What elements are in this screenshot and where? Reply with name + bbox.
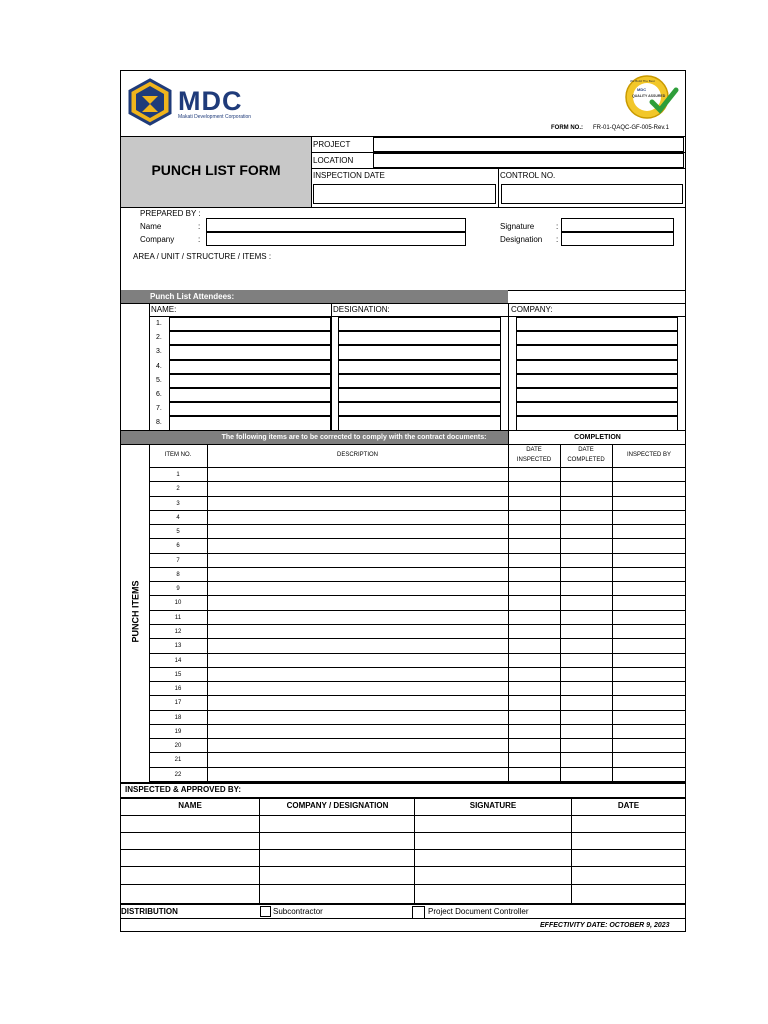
item-number: 16 — [174, 686, 182, 693]
item-date-completed-field[interactable] — [561, 626, 611, 637]
punch-item-row — [149, 468, 686, 482]
attendee-name-field[interactable] — [169, 388, 331, 402]
item-inspected-by-field[interactable] — [613, 540, 685, 551]
mdc-logo-icon — [126, 78, 174, 126]
item-description-field[interactable] — [208, 540, 507, 551]
item-number: 8 — [176, 571, 180, 578]
item-date-completed-field[interactable] — [561, 597, 611, 608]
attendee-company-field[interactable] — [516, 416, 678, 430]
item-inspected-by-field[interactable] — [613, 526, 685, 537]
item-number: 1 — [176, 472, 180, 478]
prepared-name-field[interactable] — [206, 218, 466, 232]
item-date-inspected-field[interactable] — [509, 754, 559, 765]
attendee-name-field[interactable] — [169, 374, 331, 388]
attendee-name-field[interactable] — [169, 416, 331, 430]
attendee-row-number: 2. — [156, 334, 162, 342]
form-no-value: FR-01-QAQC-GF-005-Rev.1 — [593, 125, 669, 131]
attendee-name-field[interactable] — [169, 345, 331, 359]
item-date-inspected-field[interactable] — [509, 740, 559, 751]
item-description-field[interactable] — [208, 712, 507, 723]
attendee-designation-field[interactable] — [338, 345, 501, 359]
item-description-field[interactable] — [208, 612, 507, 623]
attendee-row-number: 5. — [156, 376, 162, 384]
punch-item-row — [149, 625, 686, 639]
item-inspected-by-field[interactable] — [613, 612, 685, 623]
attendee-row — [149, 416, 686, 430]
item-inspected-by-field[interactable] — [613, 697, 685, 708]
attendee-designation-field[interactable] — [338, 331, 501, 345]
company-name: Makati Development Corporation — [178, 114, 252, 120]
approval-company-field[interactable] — [261, 867, 414, 883]
attendee-designation-field[interactable] — [338, 402, 501, 416]
area-field[interactable] — [121, 263, 685, 289]
attendee-row — [149, 388, 686, 402]
signature-label: Signature — [500, 222, 535, 231]
inspection-date-label: INSPECTION DATE — [313, 171, 385, 180]
item-inspected-by-field[interactable] — [613, 483, 685, 494]
attendee-row-number: 1. — [156, 320, 162, 327]
item-number: 6 — [176, 543, 180, 550]
item-inspected-by-field[interactable] — [613, 583, 685, 594]
prepared-company-label: Company — [140, 235, 175, 244]
approval-company-field[interactable] — [261, 850, 414, 865]
item-description-field[interactable] — [208, 683, 507, 694]
attendee-designation-col: DESIGNATION: — [333, 305, 390, 314]
location-label: LOCATION — [313, 156, 354, 165]
distribution-label: DISTRIBUTION — [121, 907, 178, 916]
item-number: 17 — [174, 700, 182, 707]
approval-company-field[interactable] — [261, 816, 414, 831]
item-number: 15 — [174, 671, 182, 678]
approval-row — [120, 866, 686, 884]
item-date-completed-field[interactable] — [561, 498, 611, 509]
item-description-field[interactable] — [208, 754, 507, 765]
approval-date-field[interactable] — [572, 850, 685, 865]
item-date-completed-field[interactable] — [561, 512, 611, 523]
item-date-inspected-field[interactable] — [509, 769, 559, 780]
attendee-designation-field[interactable] — [338, 388, 501, 402]
item-description-field[interactable] — [208, 498, 507, 509]
seal-brand: MDC — [637, 87, 647, 92]
item-date-inspected-field[interactable] — [509, 697, 559, 708]
attendee-name-field[interactable] — [169, 331, 331, 345]
punch-item-row — [149, 568, 686, 582]
item-date-completed-field[interactable] — [561, 697, 611, 708]
control-no-field[interactable] — [501, 184, 683, 204]
item-description-field[interactable] — [208, 483, 507, 494]
punch-item-row — [149, 525, 686, 539]
attendee-name-field[interactable] — [169, 360, 331, 374]
item-inspected-by-field[interactable] — [613, 626, 685, 637]
attendee-designation-field[interactable] — [338, 360, 501, 374]
date-completed-col-2: COMPLETED — [567, 457, 605, 463]
approval-name-field[interactable] — [121, 867, 259, 883]
item-date-inspected-field[interactable] — [509, 712, 559, 723]
item-date-inspected-field[interactable] — [509, 640, 559, 651]
item-date-inspected-field[interactable] — [509, 555, 559, 566]
control-no-label: CONTROL NO. — [500, 171, 556, 180]
project-label: PROJECT — [313, 140, 351, 149]
seal-caption: QUALITY ASSURED — [632, 94, 666, 98]
item-date-inspected-field[interactable] — [509, 569, 559, 580]
punch-item-row — [149, 753, 686, 767]
item-inspected-by-field[interactable] — [613, 640, 685, 651]
completion-header: COMPLETION — [574, 434, 621, 441]
item-date-inspected-field[interactable] — [509, 512, 559, 523]
item-date-completed-field[interactable] — [561, 569, 611, 580]
item-inspected-by-field[interactable] — [613, 597, 685, 608]
item-date-inspected-field[interactable] — [509, 540, 559, 551]
item-description-field[interactable] — [208, 697, 507, 708]
approval-row — [120, 884, 686, 903]
attendee-row — [149, 317, 686, 331]
approval-row — [120, 832, 686, 849]
item-date-completed-field[interactable] — [561, 540, 611, 551]
prepared-company-field[interactable] — [206, 232, 466, 246]
punch-item-row — [149, 768, 686, 782]
attendee-company-field[interactable] — [516, 388, 678, 402]
attendee-row-number: 3. — [156, 348, 162, 356]
item-number: 2 — [176, 486, 180, 493]
item-inspected-by-field[interactable] — [613, 769, 685, 780]
attendee-company-field[interactable] — [516, 317, 678, 331]
item-number: 4 — [176, 514, 180, 521]
item-description-field[interactable] — [208, 583, 507, 594]
item-number: 5 — [176, 529, 180, 536]
approval-name-field[interactable] — [121, 816, 259, 831]
attendee-row — [149, 360, 686, 374]
item-number: 22 — [174, 771, 182, 778]
item-inspected-by-field[interactable] — [613, 683, 685, 694]
item-date-completed-field[interactable] — [561, 469, 611, 480]
item-description-field[interactable] — [208, 740, 507, 751]
item-date-inspected-field[interactable] — [509, 683, 559, 694]
attendees-header: Punch List Attendees: — [150, 292, 235, 301]
item-date-inspected-field[interactable] — [509, 655, 559, 666]
attendee-company-field[interactable] — [516, 402, 678, 416]
item-number: 21 — [174, 757, 182, 764]
punch-item-row — [149, 554, 686, 568]
approval-row — [120, 815, 686, 832]
designation-label: Designation — [500, 235, 543, 244]
approval-date-field[interactable] — [572, 885, 685, 902]
effectivity-date: EFFECTIVITY DATE: OCTOBER 9, 2023 — [540, 922, 670, 929]
attendee-company-field[interactable] — [516, 360, 678, 374]
attendee-row — [149, 374, 686, 388]
item-number: 13 — [174, 643, 182, 650]
item-date-completed-field[interactable] — [561, 769, 611, 780]
item-description-field[interactable] — [208, 597, 507, 608]
attendee-designation-field[interactable] — [338, 374, 501, 388]
approval-company-col: COMPANY / DESIGNATION — [286, 801, 389, 810]
punch-item-row — [149, 725, 686, 739]
punch-item-row — [149, 654, 686, 668]
signature-field[interactable] — [561, 218, 674, 232]
approval-signature-col: SIGNATURE — [469, 801, 517, 810]
item-description-field[interactable] — [208, 512, 507, 523]
approval-signature-field[interactable] — [416, 833, 570, 848]
attendee-row-number: 8. — [156, 419, 162, 427]
attendee-row-number: 7. — [156, 405, 162, 413]
item-description-field[interactable] — [208, 669, 507, 680]
item-date-completed-field[interactable] — [561, 555, 611, 566]
attendee-name-field[interactable] — [169, 402, 331, 416]
approval-date-field[interactable] — [572, 833, 685, 848]
punch-item-row — [149, 482, 686, 496]
item-date-completed-field[interactable] — [561, 640, 611, 651]
punch-item-row — [149, 611, 686, 625]
item-inspected-by-field[interactable] — [613, 726, 685, 737]
item-date-inspected-field[interactable] — [509, 526, 559, 537]
item-number: 19 — [174, 728, 182, 735]
item-inspected-by-field[interactable] — [613, 754, 685, 765]
item-number: 18 — [174, 714, 182, 721]
approval-signature-field[interactable] — [416, 867, 570, 883]
item-date-completed-field[interactable] — [561, 754, 611, 765]
item-date-completed-field[interactable] — [561, 726, 611, 737]
date-inspected-col-2: INSPECTED — [516, 457, 552, 463]
item-date-completed-field[interactable] — [561, 669, 611, 680]
date-inspected-col-1: DATE — [526, 447, 542, 453]
page-title: PUNCH LIST FORM — [151, 162, 281, 178]
item-date-completed-field[interactable] — [561, 583, 611, 594]
prepared-name-label: Name — [140, 222, 162, 231]
location-field[interactable] — [373, 153, 684, 168]
item-inspected-by-field[interactable] — [613, 740, 685, 751]
punch-item-row — [149, 682, 686, 696]
punch-item-row — [149, 739, 686, 753]
item-description-field[interactable] — [208, 640, 507, 651]
item-date-completed-field[interactable] — [561, 655, 611, 666]
punch-items-side-label: PUNCH ITEMS — [130, 580, 141, 643]
item-inspected-by-field[interactable] — [613, 555, 685, 566]
punch-item-row — [149, 539, 686, 553]
punch-item-row — [149, 497, 686, 511]
approval-name-col: NAME — [178, 801, 202, 810]
approval-name-field[interactable] — [121, 850, 259, 865]
attendee-company-field[interactable] — [516, 374, 678, 388]
items-header: The following items are to be corrected to comply with the contract documents: — [221, 434, 487, 441]
attendee-row-number: 6. — [156, 391, 162, 398]
seal-slogan: We Build The Best — [630, 79, 655, 83]
approval-company-field[interactable] — [261, 833, 414, 848]
item-date-completed-field[interactable] — [561, 683, 611, 694]
inspection-date-field[interactable] — [313, 184, 496, 204]
item-inspected-by-field[interactable] — [613, 712, 685, 723]
punch-item-row — [149, 582, 686, 596]
logo-wordmark: MDC — [178, 86, 243, 116]
approval-signature-field[interactable] — [416, 885, 570, 902]
date-completed-col-1: DATE — [578, 447, 594, 453]
approval-signature-field[interactable] — [416, 850, 570, 865]
subcontractor-checkbox[interactable] — [260, 906, 271, 917]
item-inspected-by-field[interactable] — [613, 469, 685, 480]
pdc-label: Project Document Controller — [428, 907, 529, 916]
inspected-by-col: INSPECTED BY — [626, 452, 671, 458]
item-number: 11 — [174, 614, 182, 621]
item-date-inspected-field[interactable] — [509, 597, 559, 608]
punch-item-row — [149, 668, 686, 682]
punch-item-row — [149, 511, 686, 525]
approval-row — [120, 849, 686, 866]
approval-label: INSPECTED & APPROVED BY: — [125, 785, 242, 794]
item-number: 7 — [176, 557, 180, 564]
item-date-inspected-field[interactable] — [509, 498, 559, 509]
prepared-by-label: PREPARED BY : — [140, 209, 201, 218]
attendee-row-number: 4. — [156, 362, 162, 370]
form-no-label: FORM NO.: — [551, 125, 583, 131]
punch-item-row — [149, 711, 686, 725]
item-no-col: ITEM NO. — [164, 452, 192, 458]
item-number: 12 — [174, 628, 182, 635]
item-date-completed-field[interactable] — [561, 526, 611, 537]
item-date-inspected-field[interactable] — [509, 669, 559, 680]
item-description-field[interactable] — [208, 626, 507, 637]
item-number: 20 — [174, 743, 182, 750]
item-date-inspected-field[interactable] — [509, 483, 559, 494]
item-number: 9 — [176, 586, 180, 593]
item-date-inspected-field[interactable] — [509, 726, 559, 737]
item-description-field[interactable] — [208, 769, 507, 780]
attendee-row — [149, 402, 686, 416]
attendee-name-col: NAME: — [151, 305, 177, 314]
approval-date-col: DATE — [617, 801, 640, 810]
approval-signature-field[interactable] — [416, 816, 570, 831]
item-date-inspected-field[interactable] — [509, 583, 559, 594]
punch-item-row — [149, 596, 686, 610]
item-description-field[interactable] — [208, 726, 507, 737]
item-inspected-by-field[interactable] — [613, 498, 685, 509]
attendee-row — [149, 331, 686, 345]
approval-name-field[interactable] — [121, 833, 259, 848]
item-inspected-by-field[interactable] — [613, 669, 685, 680]
punch-item-row — [149, 639, 686, 653]
designation-field[interactable] — [561, 232, 674, 246]
item-date-inspected-field[interactable] — [509, 612, 559, 623]
attendee-designation-field[interactable] — [338, 416, 501, 430]
project-field[interactable] — [373, 137, 684, 152]
item-date-completed-field[interactable] — [561, 483, 611, 494]
item-description-field[interactable] — [208, 469, 507, 480]
description-col: DESCRIPTION — [336, 452, 378, 458]
item-description-field[interactable] — [208, 655, 507, 666]
attendee-company-field[interactable] — [516, 331, 678, 345]
area-label: AREA / UNIT / STRUCTURE / ITEMS : — [133, 252, 272, 261]
attendee-company-field[interactable] — [516, 345, 678, 359]
item-description-field[interactable] — [208, 555, 507, 566]
approval-company-field[interactable] — [261, 885, 414, 902]
item-date-completed-field[interactable] — [561, 712, 611, 723]
item-inspected-by-field[interactable] — [613, 569, 685, 580]
item-inspected-by-field[interactable] — [613, 655, 685, 666]
attendee-name-field[interactable] — [169, 317, 331, 331]
item-date-completed-field[interactable] — [561, 612, 611, 623]
punch-item-row — [149, 696, 686, 710]
attendee-designation-field[interactable] — [338, 317, 501, 331]
item-number: 10 — [174, 600, 182, 607]
approval-date-field[interactable] — [572, 867, 685, 883]
approval-name-field[interactable] — [121, 885, 259, 902]
item-description-field[interactable] — [208, 526, 507, 537]
attendee-company-col: COMPANY: — [511, 305, 553, 314]
subcontractor-label: Subcontractor — [273, 907, 323, 916]
item-number: 3 — [176, 500, 180, 507]
attendee-row — [149, 345, 686, 359]
item-date-inspected-field[interactable] — [509, 626, 559, 637]
item-description-field[interactable] — [208, 569, 507, 580]
item-date-inspected-field[interactable] — [509, 469, 559, 480]
item-number: 14 — [174, 657, 182, 664]
item-inspected-by-field[interactable] — [613, 512, 685, 523]
approval-date-field[interactable] — [572, 816, 685, 831]
item-date-completed-field[interactable] — [561, 740, 611, 751]
